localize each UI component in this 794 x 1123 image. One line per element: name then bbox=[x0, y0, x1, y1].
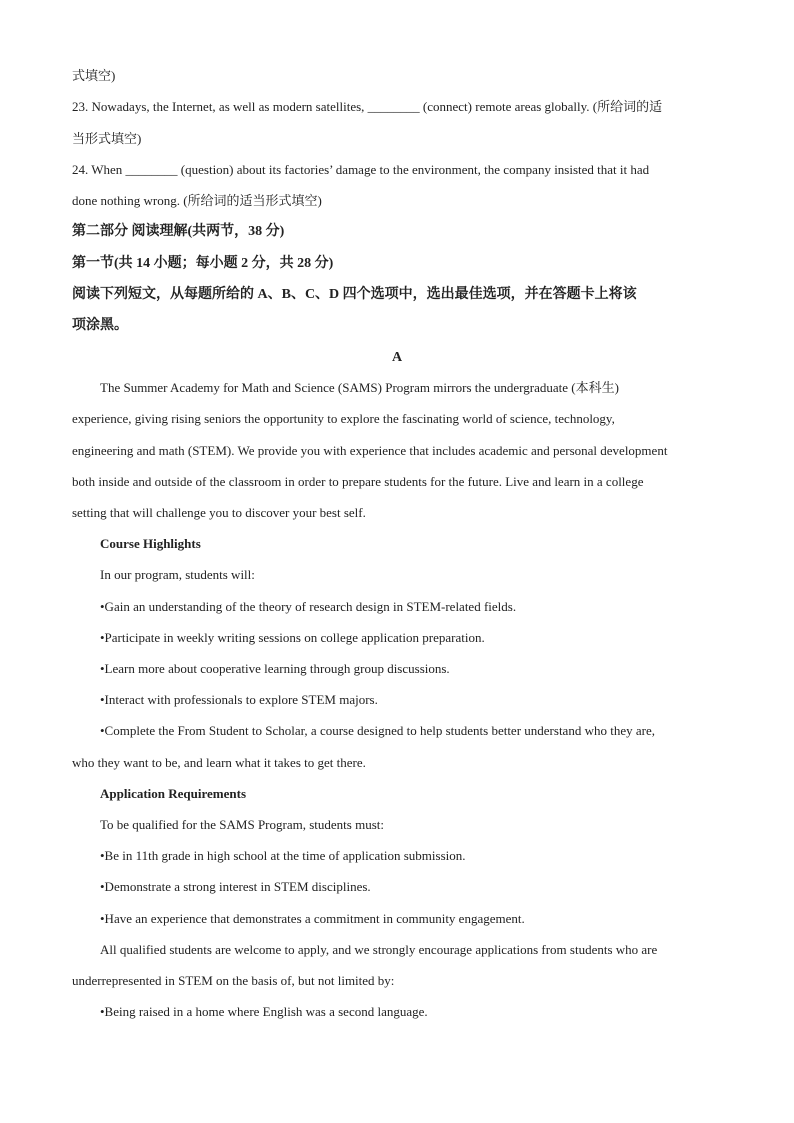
highlight-item: •Gain an understanding of the theory of research design in STEM-related fields. bbox=[100, 599, 517, 614]
highlight-item: •Complete the From Student to Scholar, a course designed to help students better understand who they are, bbox=[100, 723, 655, 738]
intro-line-3: engineering and math (STEM). We provide you with experience that includes academic and personal development bbox=[72, 443, 668, 458]
prev-question-tail: 式填空) bbox=[72, 68, 116, 83]
question-23-line-2: 当形式填空) bbox=[72, 131, 142, 146]
closing-bullet: •Being raised in a home where English was a second language. bbox=[100, 1004, 428, 1019]
closing-line-2: underrepresented in STEM on the basis of, but not limited by: bbox=[72, 973, 395, 988]
intro-line-2: experience, giving rising seniors the opportunity to explore the fascinating world of science, technology, bbox=[72, 411, 615, 426]
question-23-line-1: 23. Nowadays, the Internet, as well as modern satellites, ________ (connect) remote areas globally. (所给词的适 bbox=[72, 99, 663, 114]
part-2-heading: 第二部分 阅读理解(共两节，38 分) bbox=[72, 224, 285, 239]
requirements-intro: To be qualified for the SAMS Program, students must: bbox=[100, 817, 384, 832]
highlight-item: •Participate in weekly writing sessions on college application preparation. bbox=[100, 630, 485, 645]
highlights-intro: In our program, students will: bbox=[100, 567, 255, 582]
instruction-line-2: 项涂黑。 bbox=[72, 318, 128, 333]
requirement-item: •Have an experience that demonstrates a commitment in community engagement. bbox=[100, 911, 525, 926]
closing-line-1: All qualified students are welcome to apply, and we strongly encourage applications from students who are bbox=[100, 942, 658, 957]
question-24-line-2: done nothing wrong. (所给词的适当形式填空) bbox=[72, 193, 322, 208]
highlights-heading: Course Highlights bbox=[100, 536, 201, 551]
requirement-item: •Demonstrate a strong interest in STEM disciplines. bbox=[100, 879, 371, 894]
highlight-item: •Interact with professionals to explore STEM majors. bbox=[100, 692, 378, 707]
highlight-item: •Learn more about cooperative learning through group discussions. bbox=[100, 661, 450, 676]
intro-line-4: both inside and outside of the classroom in order to prepare students for the future. Live and learn in a college bbox=[72, 474, 644, 489]
instruction-line-1: 阅读下列短文，从每题所给的 A、B、C、D 四个选项中，选出最佳选项，并在答题卡上将该 bbox=[72, 287, 637, 302]
question-24-line-1: 24. When ________ (question) about its factories’ damage to the environment, the company insisted that it had bbox=[72, 162, 650, 177]
requirement-item: •Be in 11th grade in high school at the time of application submission. bbox=[100, 848, 466, 863]
section-1-heading: 第一节(共 14 小题；每小题 2 分，共 28 分) bbox=[72, 256, 334, 271]
passage-letter: A bbox=[391, 350, 403, 365]
intro-line-5: setting that will challenge you to discover your best self. bbox=[72, 505, 366, 520]
intro-line-1: The Summer Academy for Math and Science (SAMS) Program mirrors the undergraduate (本科生) bbox=[100, 380, 619, 395]
highlight-item-continued: who they want to be, and learn what it takes to get there. bbox=[72, 755, 366, 770]
requirements-heading: Application Requirements bbox=[100, 786, 247, 801]
